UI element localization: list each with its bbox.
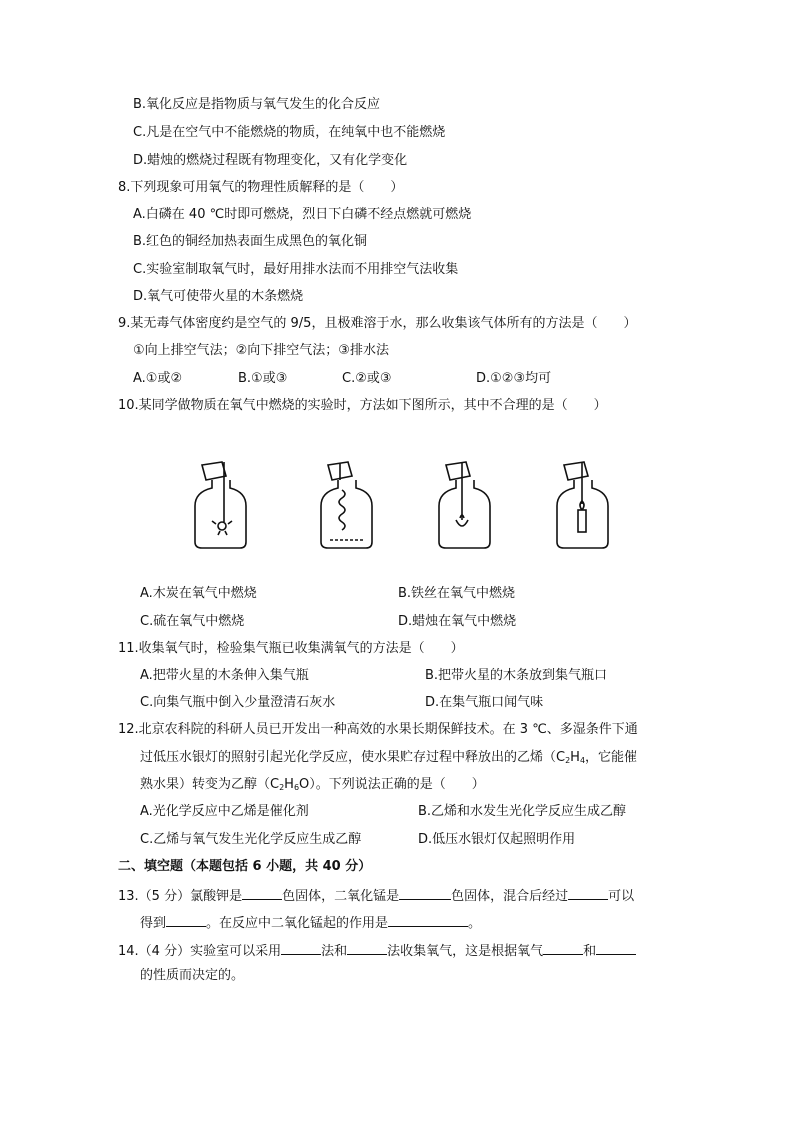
q8-option-b: B.红色的铜经加热表面生成黑色的氧化铜: [133, 234, 368, 249]
q9-option-d: D.①②③均可: [476, 371, 552, 386]
q13-blank-5[interactable]: [388, 912, 468, 927]
q11-option-c: C.向集气瓶中倒入少量澄清石灰水: [140, 695, 336, 710]
q10-option-a: A.木炭在氧气中燃烧: [140, 586, 257, 601]
q11-option-a: A.把带火星的木条伸入集气瓶: [140, 668, 309, 683]
q11-option-d: D.在集气瓶口闻气味: [425, 695, 544, 710]
q14-line-1: 14.（4 分）实验室可以采用 法和 法收集氧气，这是根据氧气 和: [118, 940, 636, 961]
q12-line-2: 过低压水银灯的照射引起光化学反应，使水果贮存过程中释放出的乙烯（$C_2H_4$，它能催: [140, 750, 638, 765]
q9-option-c: C.②或③: [342, 371, 392, 386]
q12-option-a: A.光化学反应中乙烯是催化剂: [140, 804, 309, 819]
q14-blank-3[interactable]: [543, 940, 583, 955]
q13-blank-4[interactable]: [166, 912, 206, 927]
q12-option-c: C.乙烯与氧气发生光化学反应生成乙醇: [140, 832, 362, 847]
q7-option-b: B.氧化反应是指物质与氧气发生的化合反应: [133, 97, 381, 112]
q10-stem: 10.某同学做物质在氧气中燃烧的实验时，方法如下图所示，其中不合理的是（ ）: [118, 398, 607, 413]
q12-line-1: 12.北京农科院的科研人员已开发出一种高效的水果长期保鲜技术。在 3 ℃、多湿条件下通: [118, 722, 638, 737]
q9-option-b: B.①或③: [238, 371, 288, 386]
q13-blank-3[interactable]: [568, 885, 608, 900]
q11-option-b: B.把带火星的木条放到集气瓶口: [425, 668, 608, 683]
q13-blank-2[interactable]: [399, 885, 451, 900]
q10-option-d: D.蜡烛在氧气中燃烧: [398, 614, 517, 629]
q13-line-1: 13.（5 分）氯酸钾是 色固体，二氧化锰是 色固体，混合后经过 可以: [118, 885, 634, 906]
q8-option-d: D.氧气可使带火星的木条燃烧: [133, 289, 304, 304]
bottle-sulfur: [439, 462, 490, 548]
q11-stem: 11.收集氧气时，检验集气瓶已收集满氧气的方法是（ ）: [118, 641, 464, 656]
q12-line-3: 熟水果）转变为乙醇$(C_2H_6O)$。下列说法正确的是（ ）: [140, 777, 485, 792]
q13-blank-1[interactable]: [242, 885, 282, 900]
q14-blank-1[interactable]: [281, 940, 321, 955]
bottle-iron-wire: [321, 462, 372, 548]
q10-option-c: C.硫在氧气中燃烧: [140, 614, 245, 629]
q7-option-c: C.凡是在空气中不能燃烧的物质，在纯氧中也不能燃烧: [133, 125, 446, 140]
section-2-title: 二、填空题（本题包括 6 小题，共 40 分）: [118, 859, 372, 874]
q12-option-d: D.低压水银灯仅起照明作用: [418, 832, 576, 847]
q9-option-a: A.①或②: [133, 371, 183, 386]
q14-blank-2[interactable]: [347, 940, 387, 955]
q12-option-b: B.乙烯和水发生光化学反应生成乙醇: [418, 804, 627, 819]
q14-line-2: 的性质而决定的。: [140, 968, 245, 983]
bottle-charcoal: [195, 462, 246, 548]
q8-option-a: A.白磷在 40 ℃时即可燃烧，烈日下白磷不经点燃就可燃烧: [133, 207, 472, 222]
q8-option-c: C.实验室制取氧气时，最好用排水法而不用排空气法收集: [133, 262, 459, 277]
q9-methods: ①向上排空气法；②向下排空气法；③排水法: [133, 343, 389, 358]
q9-stem: 9.某无毒气体密度约是空气的 9/5，且极难溶于水，那么收集该气体所有的方法是（ ）: [118, 316, 637, 331]
q13-line-2: 得到 。在反应中二氧化锰起的作用是 。: [140, 912, 481, 933]
q8-stem: 8.下列现象可用氧气的物理性质解释的是（ ）: [118, 180, 404, 195]
bottle-candle: [557, 462, 608, 548]
q7-option-d: D.蜡烛的燃烧过程既有物理变化，又有化学变化: [133, 153, 408, 168]
q10-option-b: B.铁丝在氧气中燃烧: [398, 586, 516, 601]
q14-blank-4[interactable]: [596, 940, 636, 955]
four-bottles-figure: [190, 460, 610, 560]
